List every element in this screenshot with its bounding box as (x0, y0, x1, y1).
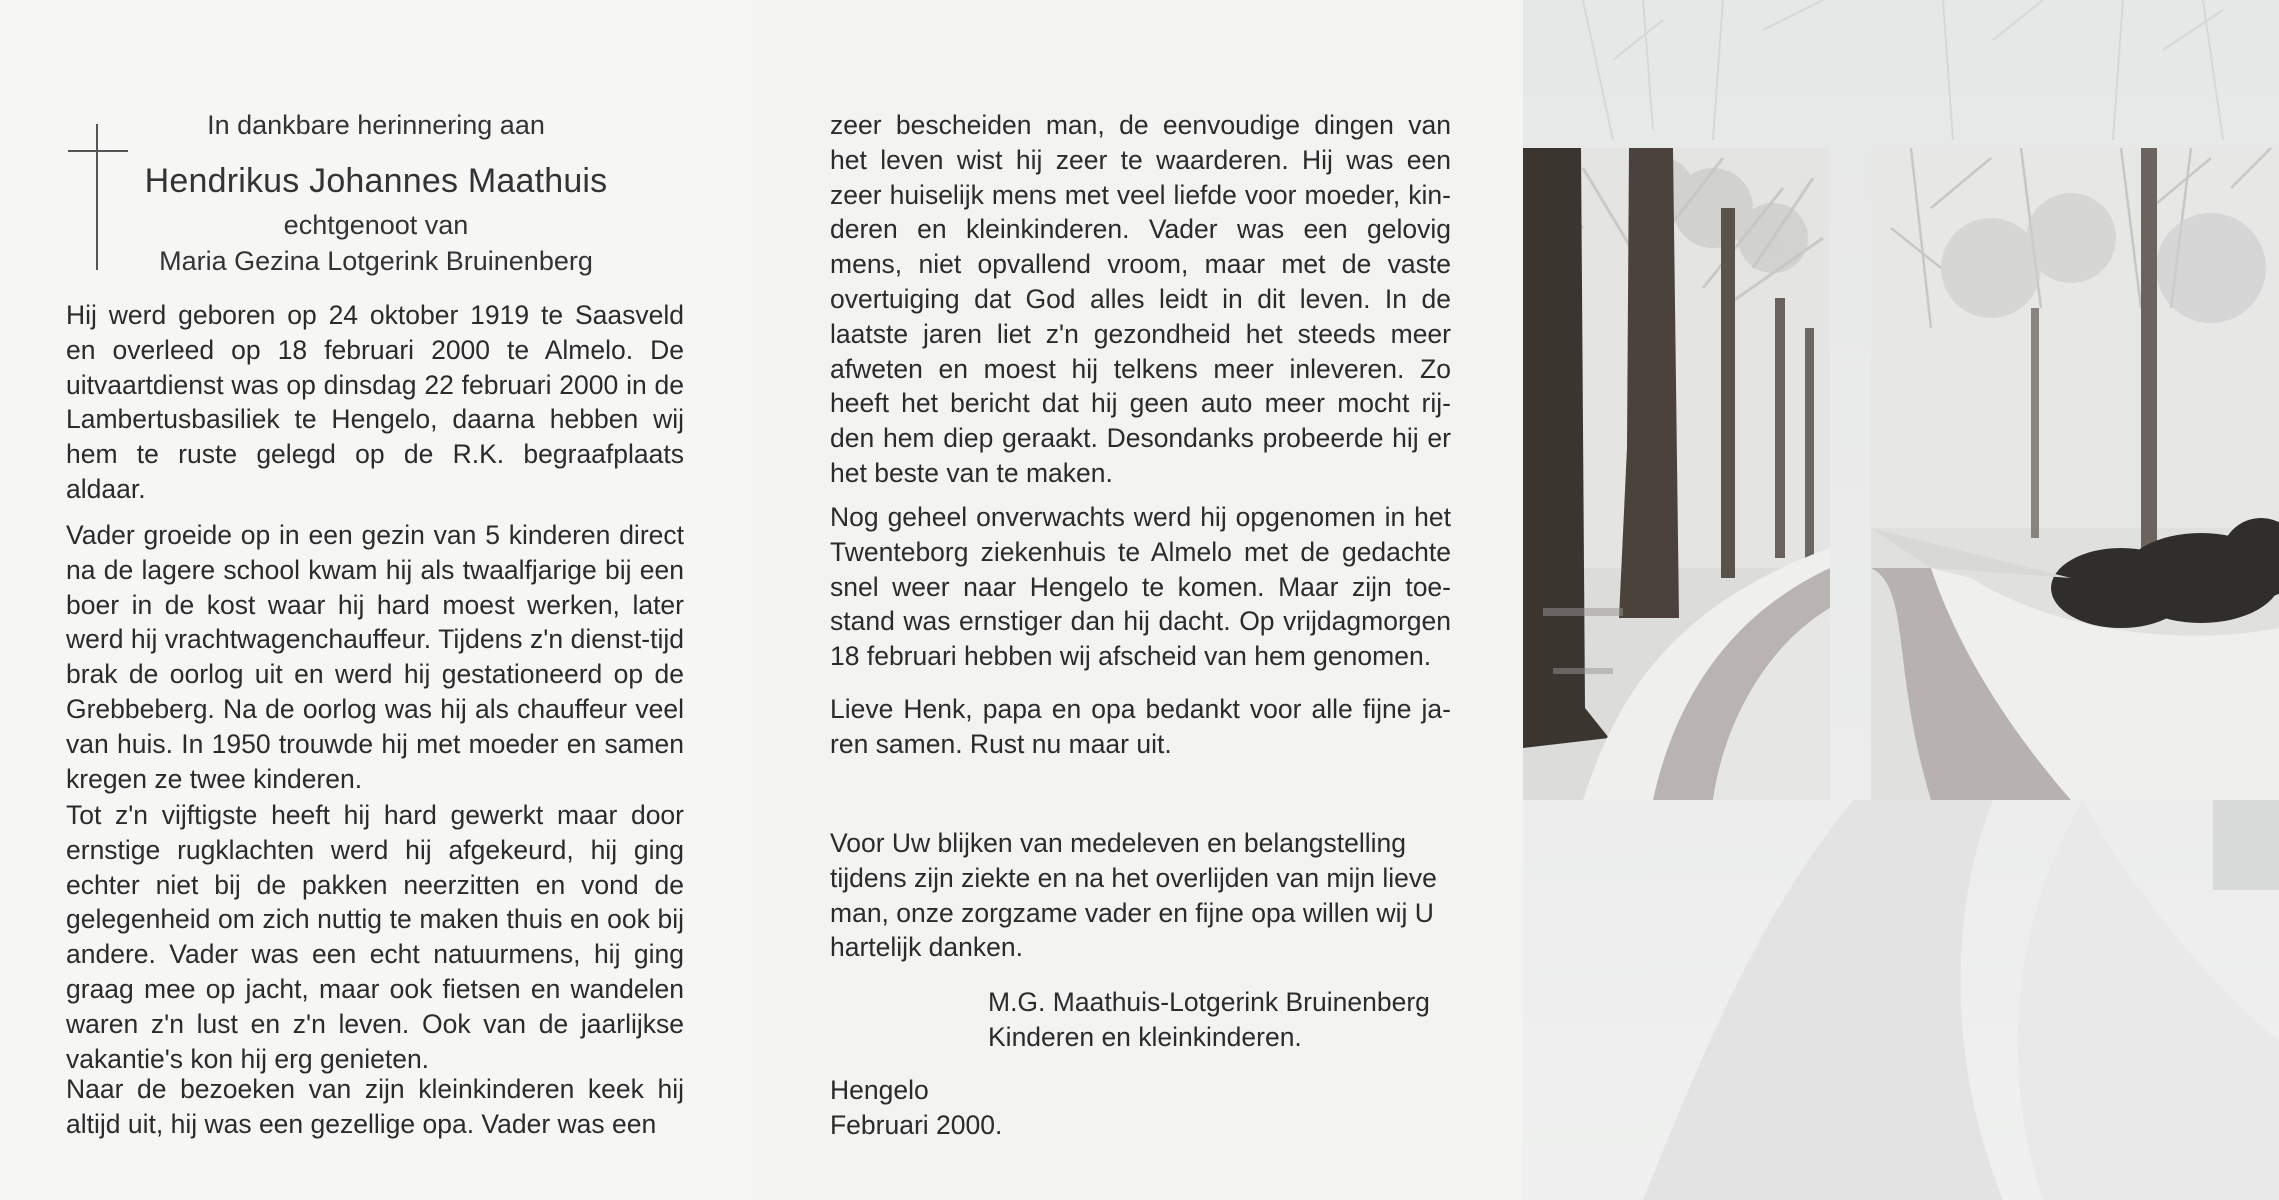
hospital-paragraph: Nog geheel onverwachts werd hij opgenomen in het Twenteborg ziekenhuis te Almelo met de gedachte snel weer naar Hengelo te komen. Maar zijn toe-stand was ernstiger dan hij dacht. Op vrijdagmorgen 18 februari hebben wij afscheid van hem genomen. (830, 502, 1451, 672)
character-paragraph: zeer bescheiden man, de eenvoudige dingen van het leven wist hij zeer te waarderen. Hij was een zeer huiselijk mens met veel liefde voor moeder, kin-deren en kleinkinderen. Vader was een gelovig mens, niet opvallend vroom, maar met de vaste overtuiging dat God alles leidt in dit leven. In de laatste jaren liet z'n gezondheid het steeds meer afweten en moest hij telkens meer inleveren. Zo heeft het bericht dat hij geen auto meer mocht rij-den hem diep geraakt. Desondanks probeerde hij er het beste van te maken. (830, 110, 1451, 488)
spouse-label: echtgenoot van (283, 210, 469, 240)
snowy-park-photo (1871, 148, 2279, 800)
work-life-paragraph: Tot z'n vijftigste heeft hij hard gewerkt maar door ernstige rugklachten werd hij afgekeurd, hij ging echter niet bij de pakken neerzitten en vond de gelegenheid om zich nuttig te maken thuis en ook bij andere. Vader was een echt natuurmens, hij ging graag mee op jacht, maar ook fietsen en wandelen waren z'n lust en z'n leven. Ook van de jaarlijkse vakantie's kon hij erg genieten. (66, 800, 684, 1074)
thanks-paragraph: Voor Uw blijken van medeleven en belangstelling tijdens zijn ziekte en na het overlijden van mijn lieve man, onze zorgzame vader en fijne opa willen wij U hartelijk danken. (830, 828, 1437, 963)
date: Februari 2000. (830, 1110, 1003, 1140)
signature-name: M.G. Maathuis-Lotgerink Bruinenberg (988, 987, 1430, 1017)
deceased-name: Hendrikus Johannes Maathuis (144, 162, 608, 200)
signature-family: Kinderen en kleinkinderen. (988, 1022, 1302, 1052)
spouse-name: Maria Gezina Lotgerink Bruinenberg (159, 246, 593, 276)
intro-line: In dankbare herinnering aan (207, 110, 545, 140)
cross-icon-bar (68, 150, 128, 152)
youth-paragraph: Vader groeide op in een gezin van 5 kinderen direct na de lagere school kwam hij als twaalfjarige bij een boer in de kost waar hij hard moest werken, later werd hij vrachtwagenchauffeur. Tijdens z'n dienst-tijd brak de oorlog uit en werd hij gestationeerd op de Grebbeberg. Na de oorlog was hij als chauffeur veel van huis. In 1950 trouwde hij met moeder en samen kregen ze twee kinderen. (66, 520, 684, 794)
birth-death-paragraph: Hij werd geboren op 24 oktober 1919 te Saasveld en overleed op 18 februari 2000 te Almelo. De uitvaartdienst was op dinsdag 22 februari 2000 in de Lambertusbasiliek te Hengelo, daarna hebben wij hem te ruste gelegd op de R.K. begraafplaats aldaar. (66, 300, 684, 504)
grandchildren-paragraph: Naar de bezoeken van zijn kleinkinderen keek hij altijd uit, hij was een gezellige opa. Vader was een (66, 1074, 684, 1139)
left-panel (0, 0, 752, 1200)
winter-photo-right (1871, 148, 2279, 800)
snowy-path-trees-photo (1523, 148, 1830, 800)
place: Hengelo (830, 1075, 929, 1105)
winter-photo-left (1523, 148, 1830, 800)
winter-photo-panel (1523, 0, 2279, 1200)
farewell-paragraph: Lieve Henk, papa en opa bedankt voor alle fijne ja-ren samen. Rust nu maar uit. (830, 694, 1451, 759)
